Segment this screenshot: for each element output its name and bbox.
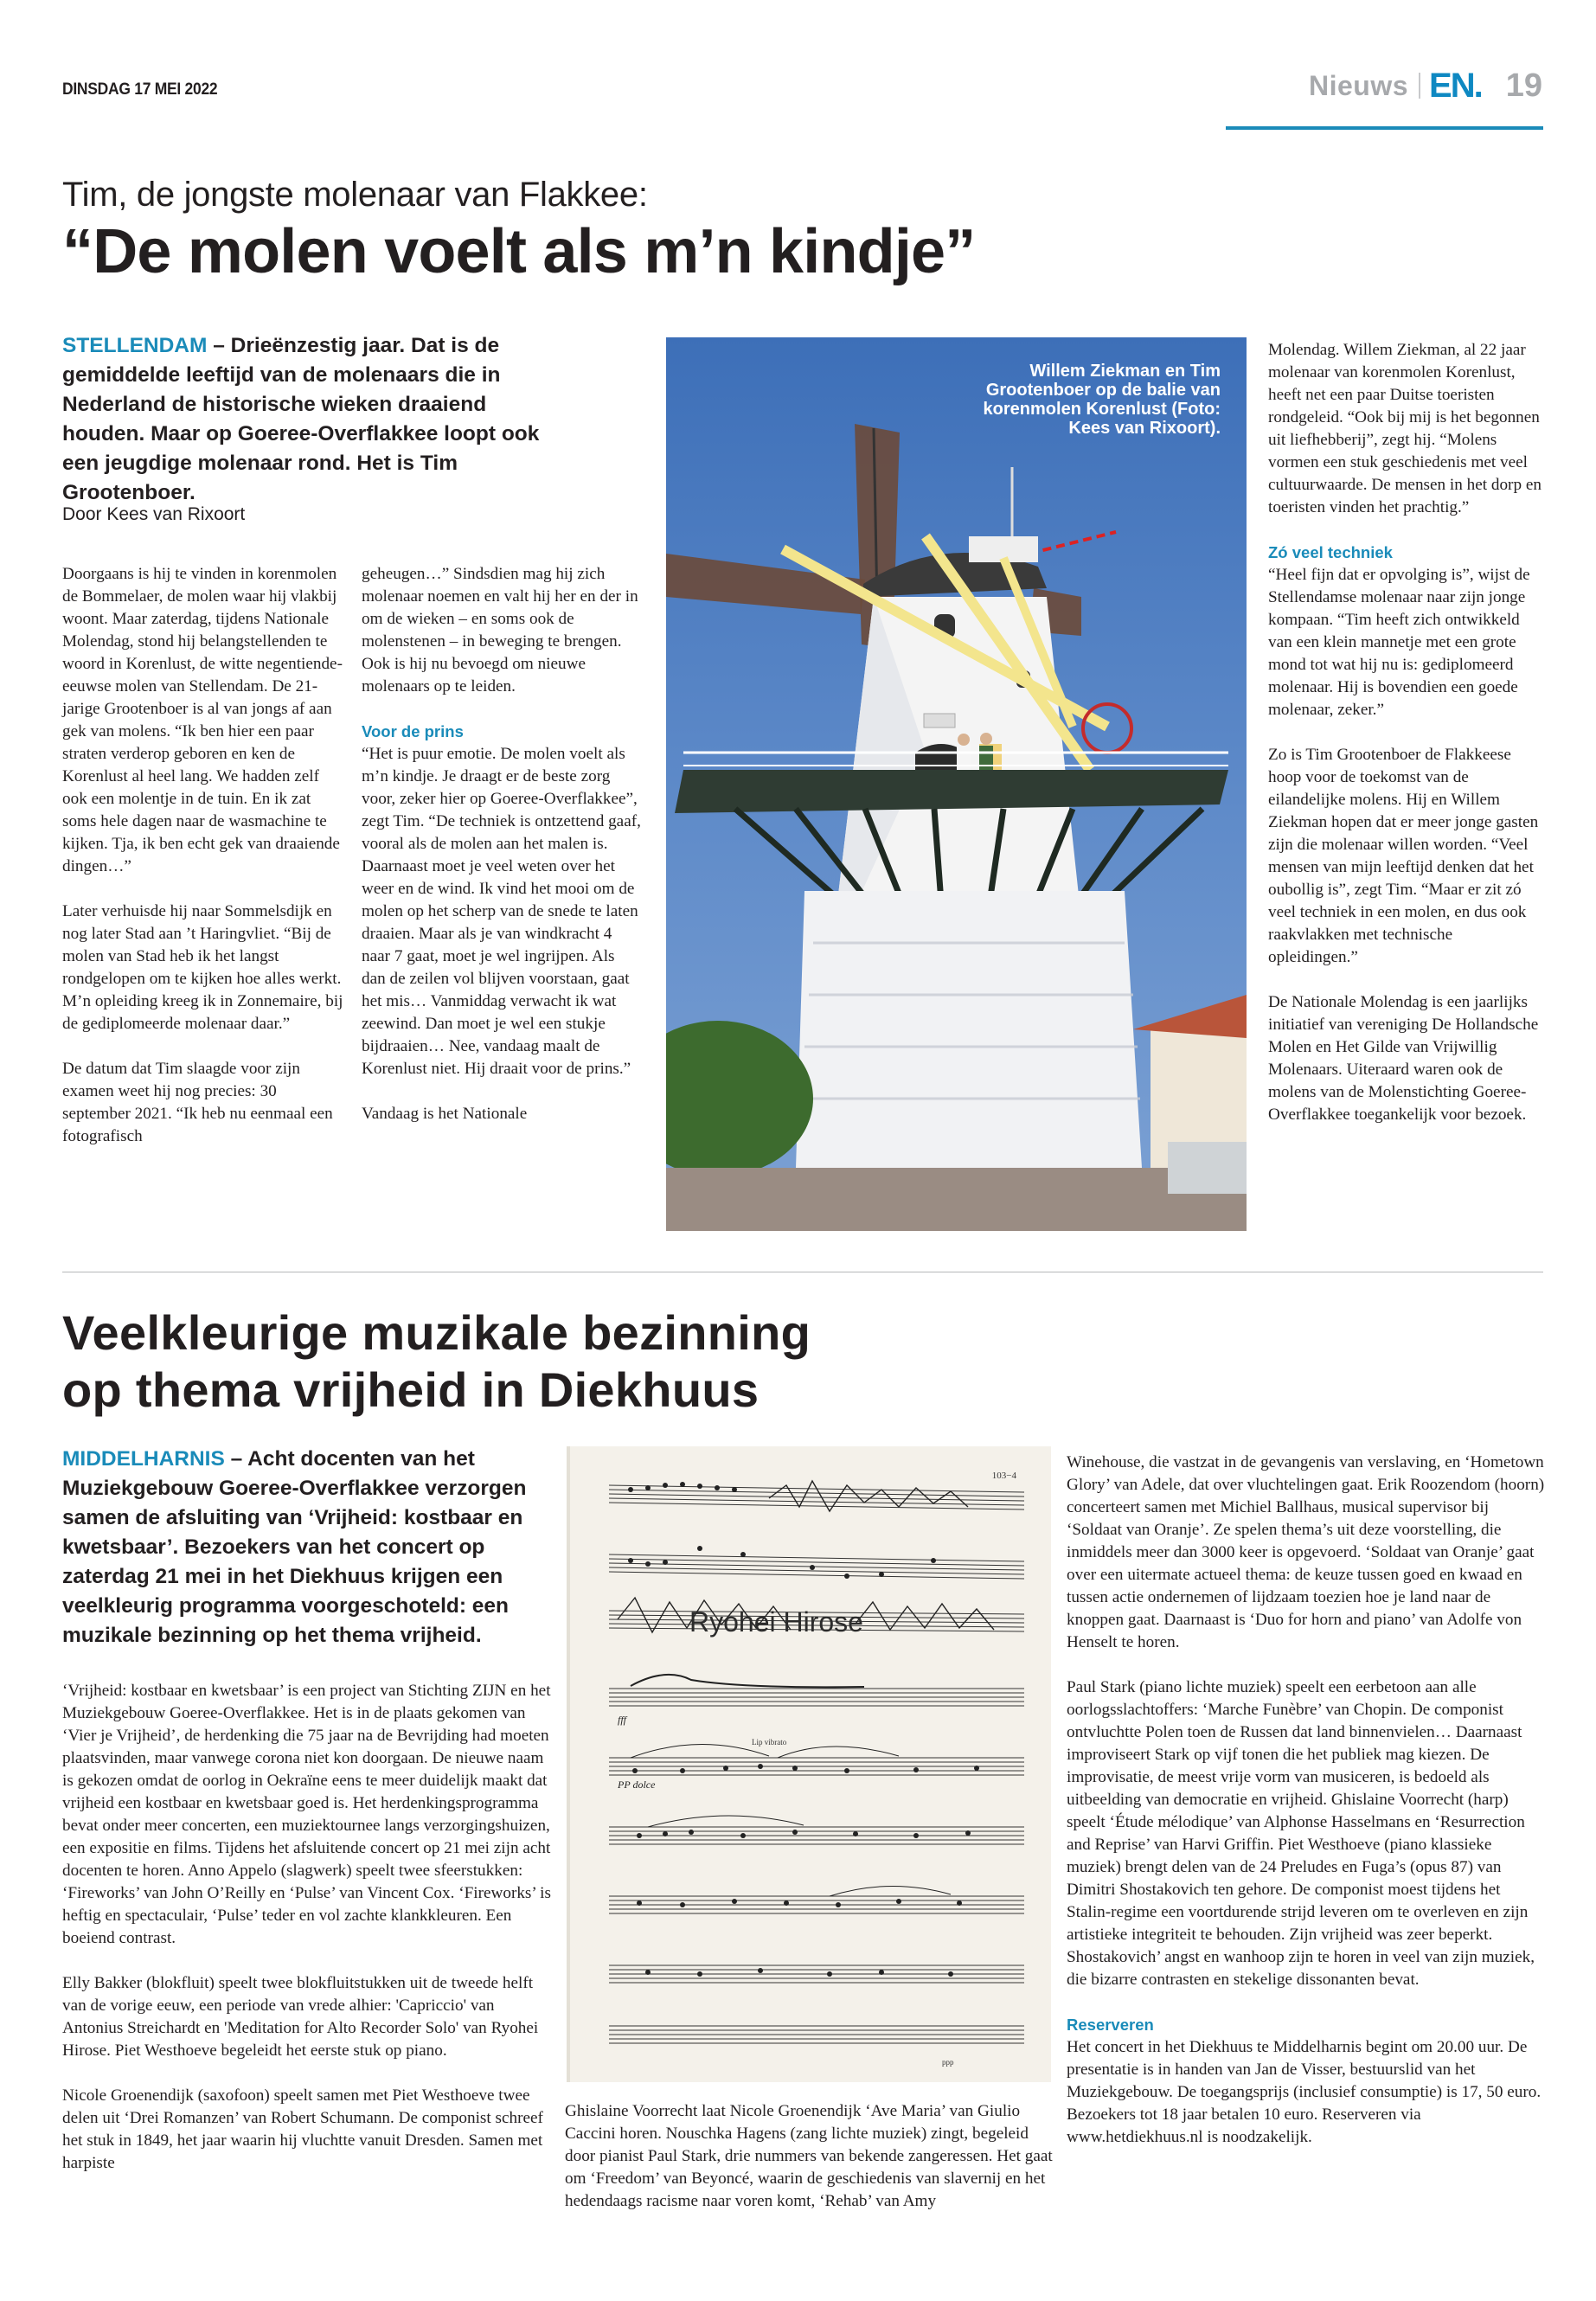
newspaper-logo: EN. [1429,66,1482,105]
svg-text:fff: fff [618,1714,627,1726]
article2-dateline: MIDDELHARNIS [62,1447,225,1471]
header-rule [1226,126,1543,130]
article2-column-1 [62,1680,551,2175]
svg-text:ppp: ppp [942,2058,954,2067]
subhead-voor-de-prins: Voor de prins [362,722,464,740]
windmill-illustration [666,337,1247,1231]
article2-headline-line1: Veelkleurige muzikale bezinning [62,1305,811,1360]
article1-lead-text: – Drieënzestig jaar. Dat is de gemiddelde leeftijd van de molenaars die in Nederland de historische wieken draaiend houden. Maar op Goeree-Overflakkee loopt ook een jeugdige molenaar rond. Het is Tim Grootenboer. [62,334,540,504]
sheet-music-image [567,1446,1051,2082]
windmill-photo [666,337,1247,1231]
paragraph: “Het is puur emotie. De molen voelt als m’n kindje. Je draagt er de beste zorg voor, zeker hier op Goeree-Overflakkee”, zegt Tim. “De techniek is ontzettend gaaf, vooral als de molen aan het malen is. Daarnaast moet je veel weten over het weer en de wind. Ik vind het mooi om de molen op het scherp van de snede te laten draaien. Maar als je van windkracht 4 naar 7 gaat, moet je wel ingrijpen. Als dan de zeilen vol blijven voorstaan, gaat het mis… Vanmiddag verwacht ik wat zeewind. Dan moet je wel een stukje bijdraaien… Nee, vandaag maalt de Korenlust niet. Hij draait voor de prins.” [362,745,641,1078]
paragraph: Winehouse, die vastzat in de gevangenis van verslaving, en ‘Hometown Glory’ van Adele, dat over vluchtelingen gaat. Erik Roozendom (hoorn) concerteert samen met Michiel Ballhaus, musical supervisor bij ‘Soldaat van Oranje’. Ze spelen thema’s uit deze voorstelling, die inmiddels meer dan 3000 keer is opgevoerd. ‘Soldaat van Oranje’ gaat over een uitermate actueel thema: de keuze tussen goed en kwaad en tussen actie ondernemen of lijdzaam toezien hoe je land naar de knoppen gaat. Daarnaast is ‘Duo for horn and piano’ van Adolfe von Henselt te horen. [1067,1453,1545,1651]
masthead [1309,66,1542,106]
masthead-separator [1419,73,1420,99]
article2-lead-text: – Acht docenten van het Muziekgebouw Goeree-Overflakkee verzorgen samen de afsluiting van ‘Vrijheid: kostbaar en kwetsbaar’. Bezoekers van het concert op zaterdag 21 mei in het Diekhuus krijgen een veelkleurig programma voorgeschoteld: een muzikale bezinning op het thema vrijheid. [62,1447,527,1647]
paragraph: De datum dat Tim slaagde voor zijn examen weet hij nog precies: 30 september 2021. “Ik heb nu eenmaal een fotografisch [62,1060,333,1145]
sheet-music-staves [570,1446,1051,2082]
paragraph: Vandaag is het Nationale [362,1105,528,1123]
article1-lead [62,331,547,508]
photo-caption: Willem Ziekman en Tim Grootenboer op de balie van korenmolen Korenlust (Foto: Kees van Rixoort). [983,362,1221,438]
article2-headline [62,1304,811,1419]
svg-text:Lip vibrato: Lip vibrato [752,1738,787,1747]
paragraph: Doorgaans is hij te vinden in korenmolen de Bommelaer, de molen waar hij vlakbij woont. Maar zaterdag, tijdens Nationale Molendag, stond hij belangstellenden te woord in Korenlust, de witte negentiende-eeuwse molen van Stellendam. De 21-jarige Grootenboer is al van jongs af aan gek van molens. “Ik ben hier een paar straten verderop geboren en ken de Korenlust al heel lang. We hadden zelf ook een molentje in de tuin. En ik zat soms hele dagen naar de wasmachine te kijken. Tja, ik ben echt gek van draaiende dingen…” [62,565,343,875]
composer-watermark: Ryohei Hirose [689,1606,863,1638]
issue-date: DINSDAG 17 MEI 2022 [62,80,218,99]
paragraph: Paul Stark (piano lichte muziek) speelt een eerbetoon aan alle oorlogsslachtoffers: ‘Marche Funèbre’ van Chopin. De componist ontvluchtte Polen toen de Russen dat land binnenvielen… Daarnaast improviseert Stark op vijf tonen die het publiek mag kiezen. De improvisatie, de meest vrije vorm van musiceren, is bedoeld als uitbeelding van democratie en vrijheid. Ghislaine Voorrecht (harp) speelt ‘Étude mélodique’ van Alphonse Hasselmans en ‘Resurrection and Reprise’ van Harvi Griffin. Piet Westhoeve (piano klassieke muziek) brengt delen van de 24 Preludes en Fuga’s (opus 87) van Dimitri Shostakovich ten gehore. De componist moest tijdens het Stalin-regime een voortdurende strijd leveren om te overleven en zijn artistieke integriteit te behouden. Zijn vrijheid was zeer beperkt. Shostakovich’ angst en wanhoop zijn te horen in veel van zijn muziek, die bizarre contrasten en stekelige dissonanten bevat. [1067,1678,1535,1989]
article1-headline: “De molen voelt als m’n kindje” [62,217,976,286]
article1-byline: Door Kees van Rixoort [62,504,246,524]
section-label: Nieuws [1309,69,1409,101]
article1-kicker: Tim, de jongste molenaar van Flakkee: [62,176,648,214]
paragraph: Het concert in het Diekhuus te Middelharnis begint om 20.00 uur. De presentatie is in handen van Jan de Visser, bestuurslid van het Muziekgebouw. De toegangsprijs (inclusief consumptie) is 17, 50 euro. Bezoekers tot 18 jaar betalen 10 euro. Reserveren via www.hetdiekhuus.nl is noodzakelijk. [1067,2038,1542,2146]
article1-dateline: STELLENDAM [62,334,208,357]
article2-column-2 [565,2100,1054,2213]
paragraph: geheugen…” Sindsdien mag hij zich molenaar noemen en valt hij her en der in om de wieken – en soms ook de molenstenen – in beweging te brengen. Ook is hij nu bevoegd om nieuwe molenaars op te leiden. [362,565,638,695]
paragraph: Elly Bakker (blokfluit) speelt twee blokfluitstukken uit de tweede helft van de vorige eeuw, een periode van vrede alhier: 'Capriccio' van Antonius Streichardt en 'Meditation for Alto Recorder Solo' van Ryohei Hirose. Piet Westhoeve begeleidt het eerste stuk op piano. [62,1974,539,2060]
subhead-reserveren: Reserveren [1067,2016,1154,2034]
page-number: 19 [1505,67,1542,104]
paragraph: Zo is Tim Grootenboer de Flakkeese hoop voor de toekomst van de eilandelijke molens. Hij en Willem Ziekman hopen dat er meer jonge gasten zijn die molenaar willen worden. “Veel mensen van mijn leeftijd denken dat het oubollig is”, zegt Tim. “Maar er zit zó veel techniek in een molen, en dus ook raakvlakken met technische opleidingen.” [1268,746,1539,966]
paragraph: Nicole Groenendijk (saxofoon) speelt samen met Piet Westhoeve twee delen uit ‘Drei Romanzen’ van Robert Schumann. De componist schreef het stuk in 1849, het jaar waarin hij vluchtte vanuit Dresden. Samen met harpiste [62,2086,543,2172]
paragraph: Later verhuisde hij naar Sommelsdijk en nog later Stad aan ’t Haringvliet. “Bij de molen van Stad heb ik het langst rondgelopen om te kijken hoe alles werkt. M’n opleiding kreeg ik in Zonnemaire, bij de gediplomeerde molenaar daar.” [62,902,343,1033]
paragraph: De Nationale Molendag is een jaarlijks initiatief van vereniging De Hollandsche Molen en Het Gilde van Vrijwillig Molenaars. Uiteraard waren ook de molens van de Molenstichting Goeree-Overflakkee toegankelijk voor bezoek. [1268,993,1539,1124]
paragraph: Ghislaine Voorrecht laat Nicole Groenendijk ‘Ave Maria’ van Giulio Caccini horen. Nouschka Hagens (zang lichte muziek) zingt, begeleid door pianist Paul Stark, drie nummers van bekende zangeressen. Het gaat om ‘Freedom’ van Beyoncé, waarin de geschiedenis van slavernij en het hedendaags racisme naar voren komt, ‘Rehab’ van Amy [565,2102,1053,2210]
article1-column-1 [62,563,343,1148]
paragraph: ‘Vrijheid: kostbaar en kwetsbaar’ is een project van Stichting ZIJN en het Muziekgebouw Goeree-Overflakkee. Het is in de plaats gekomen van ‘Vier je Vrijheid’, de herdenking die 75 jaar na de Bevrijding had moeten plaatsvinden, maar vanwege corona niet kon doorgaan. De nieuwe naam is gekozen omdat de oorlog in Oekraïne eens te meer duidelijk maakt dat vrijheid een kostbaar en kwetsbaar goed is. Het herdenkingsprogramma bevat onder meer concerten, een muziektournee langs verzorgingshuizen, een expositie en films. Tijdens het afsluitende concert op 21 mei zijn acht docenten te horen. Anno Appelo (slagwerk) speelt twee sfeerstukken: ‘Fireworks’ van John O’Reilly en ‘Pulse’ van Vincent Cox. ‘Fireworks’ is heftig en spectaculair, ‘Pulse’ teder en vol zachte klankkleuren. Een boeiend contrast. [62,1682,551,1947]
article2-headline-line2: op thema vrijheid in Diekhuus [62,1362,760,1417]
article1-column-3 [1268,339,1545,1126]
sheet-page-ref: 103−4 [991,1471,1016,1481]
paragraph: “Heel fijn dat er opvolging is”, wijst de Stellendamse molenaar naar zijn jonge kompaan. “Tim heeft zich ontwikkeld van een klein mannetje met een grote mond tot wat hij nu is: gediplomeerd molenaar. Hij is bovendien een goede molenaar, zeker.” [1268,566,1530,719]
article1-column-2 [362,563,643,1125]
svg-text:PP dolce: PP dolce [618,1779,656,1791]
article2-column-3 [1067,1452,1547,2149]
paragraph: Molendag. Willem Ziekman, al 22 jaar molenaar van korenmolen Korenlust, heeft net een paar Duitse toeristen rondgeleid. “Ook bij mij is het begonnen uit liefhebberij”, zegt hij. “Molens vormen een stuk geschiedenis met veel cultuurwaarde. De mensen in het dorp en toeristen vinden het prachtig.” [1268,341,1542,516]
article2-lead [62,1445,542,1650]
subhead-zo-veel-techniek: Zó veel techniek [1268,543,1393,561]
